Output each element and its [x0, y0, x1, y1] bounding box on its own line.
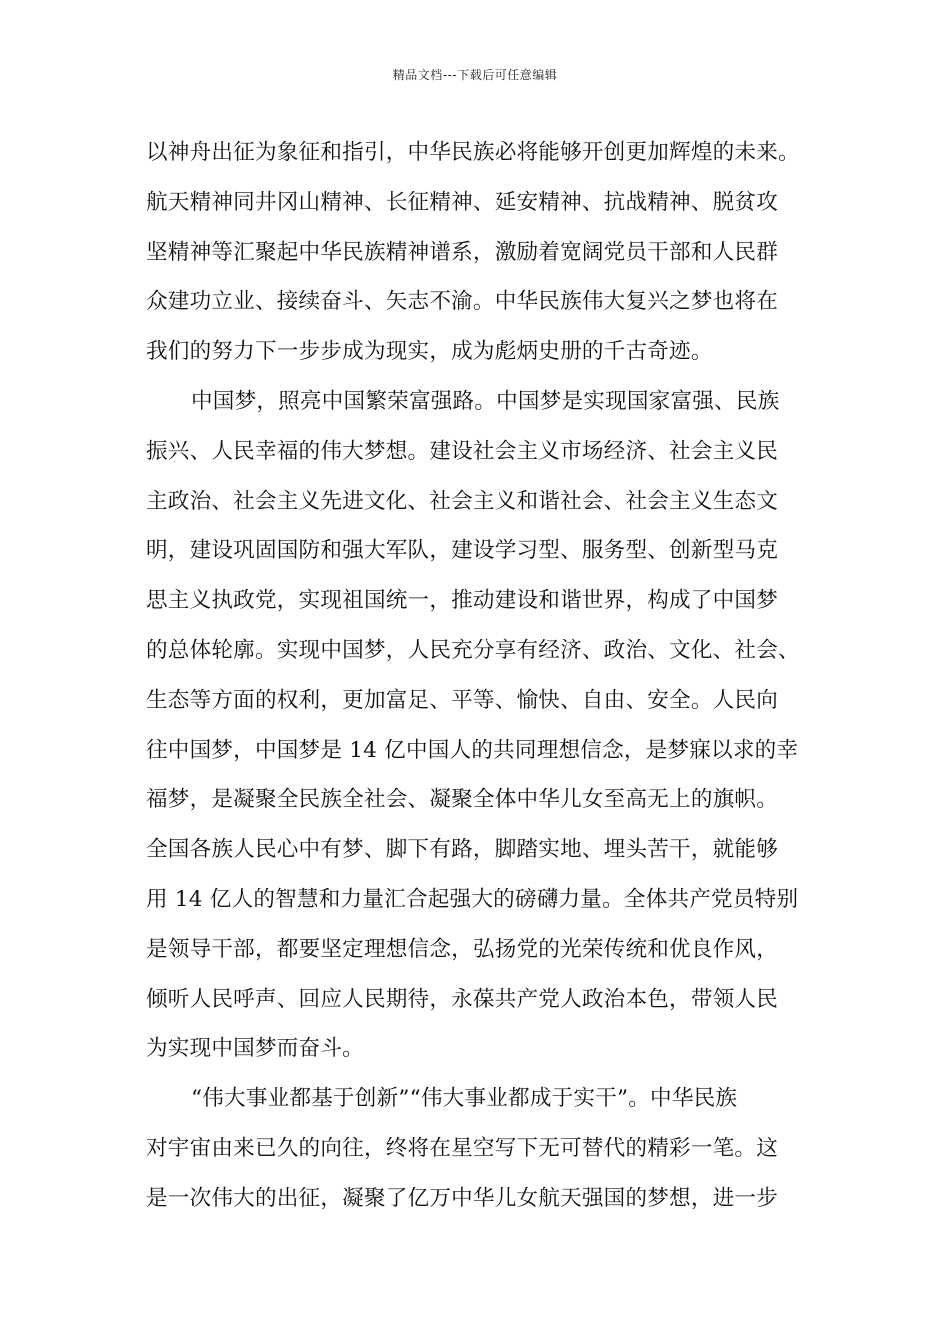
text-line: 思主义执政党，实现祖国统一，推动建设和谐世界，构成了中国梦 — [146, 588, 779, 614]
text-line: 的总体轮廓。实现中国梦，人民充分享有经济、政治、文化、社会、 — [146, 637, 800, 663]
text-line: 福梦，是凝聚全民族全社会、凝聚全体中华儿女至高无上的旗帜。 — [146, 787, 779, 813]
text-line: 全国各族人民心中有梦、脚下有路，脚踏实地、埋头苦干，就能够 — [146, 837, 779, 863]
text-line: 航天精神同井冈山精神、长征精神、延安精神、抗战精神、脱贫攻 — [146, 189, 779, 215]
text-line: 主政治、社会主义先进文化、社会主义和谐社会、社会主义生态文 — [146, 488, 779, 514]
page-header: 精品文档---下载后可任意编辑 — [392, 68, 558, 82]
text-line: 往中国梦，中国梦是 14 亿中国人的共同理想信念，是梦寐以求的幸 — [146, 737, 799, 763]
paragraph-first-line: 中国梦，照亮中国繁荣富强路。中国梦是实现国家富强、民族 — [191, 388, 780, 414]
text-line: 我们的努力下一步步成为现实，成为彪炳史册的千古奇迹。 — [146, 339, 713, 365]
text-line: 振兴、人民幸福的伟大梦想。建设社会主义市场经济、社会主义民 — [146, 438, 779, 464]
text-line: 众建功立业、接续奋斗、矢志不渝。中华民族伟大复兴之梦也将在 — [146, 289, 779, 315]
text-line: 为实现中国梦而奋斗。 — [146, 1036, 364, 1062]
text-line: 用 14 亿人的智慧和力量汇合起强大的磅礴力量。全体共产党员特别 — [146, 886, 799, 912]
text-line: 对宇宙由来已久的向往，终将在星空写下无可替代的精彩一笔。这 — [146, 1135, 779, 1161]
text-line: 倾听人民呼声、回应人民期待，永葆共产党人政治本色，带领人民 — [146, 986, 779, 1012]
text-line: 坚精神等汇聚起中华民族精神谱系，激励着宽阔党员干部和人民群 — [146, 239, 779, 265]
text-line: 明，建设巩固国防和强大军队，建设学习型、服务型、创新型马克 — [146, 538, 779, 564]
body-text — [146, 128, 826, 1224]
paragraph-first-line: “伟大事业都基于创新”“伟大事业都成于实干”。中华民族 — [191, 1086, 738, 1112]
text-line: 是领导干部，都要坚定理想信念，弘扬党的光荣传统和优良作风， — [146, 936, 779, 962]
text-line: 生态等方面的权利，更加富足、平等、愉快、自由、安全。人民向 — [146, 687, 779, 713]
text-line: 是一次伟大的出征，凝聚了亿万中华儿女航天强国的梦想，进一步 — [146, 1185, 779, 1211]
text-line: 以神舟出征为象征和指引，中华民族必将能够开创更加辉煌的未来。 — [146, 140, 800, 165]
